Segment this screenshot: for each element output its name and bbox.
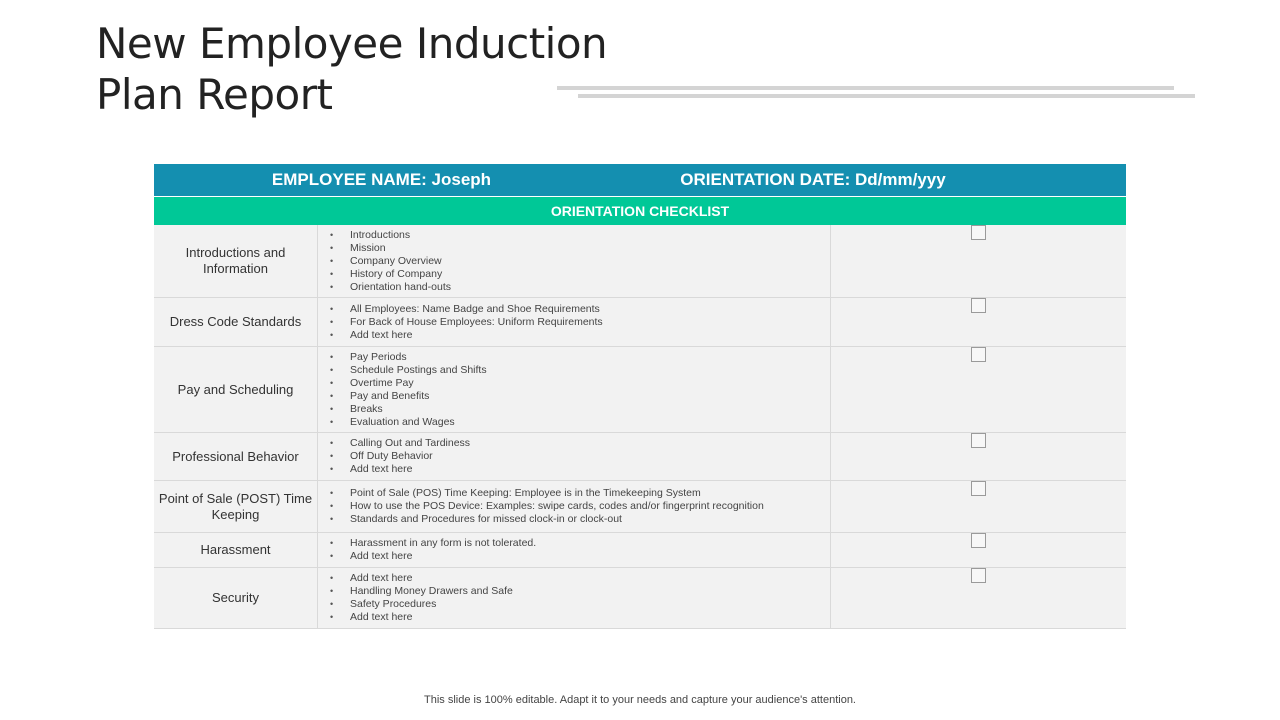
completion-checkbox[interactable] — [971, 533, 986, 548]
checkbox-cell — [831, 481, 1126, 532]
list-item: • Overtime Pay — [330, 377, 487, 390]
category-label: Introductions and Information — [154, 225, 318, 297]
category-label: Harassment — [154, 533, 318, 567]
bullet-list — [330, 229, 451, 294]
list-item: • Add text here — [330, 572, 513, 585]
table-row — [154, 433, 1126, 481]
checkbox-cell — [831, 225, 1126, 297]
footer-note: This slide is 100% editable. Adapt it to your needs and capture your audience's attention. — [424, 694, 856, 706]
checklist-items — [318, 298, 831, 346]
checkbox-cell — [831, 347, 1126, 432]
checklist-items — [318, 568, 831, 628]
induction-plan-table — [154, 164, 1126, 629]
checklist-items — [318, 433, 831, 480]
list-item: • Pay Periods — [330, 351, 487, 364]
checkbox-cell — [831, 433, 1126, 480]
completion-checkbox[interactable] — [971, 225, 986, 240]
checkbox-cell — [831, 533, 1126, 567]
category-label: Professional Behavior — [154, 433, 318, 480]
list-item: • For Back of House Employees: Uniform Requirements — [330, 316, 603, 329]
bullet-list — [330, 572, 513, 624]
table-row — [154, 533, 1126, 568]
list-item: • Add text here — [330, 611, 513, 624]
list-item: • Point of Sale (POS) Time Keeping: Employee is in the Timekeeping System — [330, 487, 764, 500]
category-label: Pay and Scheduling — [154, 347, 318, 432]
list-item: • Calling Out and Tardiness — [330, 437, 470, 450]
category-label: Security — [154, 568, 318, 628]
bullet-list — [330, 303, 603, 342]
list-item: • Safety Procedures — [330, 598, 513, 611]
list-item: • History of Company — [330, 268, 451, 281]
list-item: • How to use the POS Device: Examples: swipe cards, codes and/or fingerprint recognition — [330, 500, 764, 513]
table-row — [154, 481, 1126, 533]
checklist-items — [318, 481, 831, 532]
completion-checkbox[interactable] — [971, 568, 986, 583]
table-row — [154, 298, 1126, 347]
category-label: Dress Code Standards — [154, 298, 318, 346]
list-item: • Handling Money Drawers and Safe — [330, 585, 513, 598]
title-line-1: New Employee Induction — [96, 19, 608, 68]
list-item: • Off Duty Behavior — [330, 450, 470, 463]
checkbox-cell — [831, 298, 1126, 346]
checklist-items — [318, 225, 831, 297]
employee-name-label: EMPLOYEE NAME: Joseph — [271, 170, 492, 189]
bullet-list — [330, 537, 536, 563]
completion-checkbox[interactable] — [971, 347, 986, 362]
decorative-line-bottom — [578, 94, 1195, 98]
list-item: • Add text here — [330, 550, 536, 563]
completion-checkbox[interactable] — [971, 298, 986, 313]
table-row — [154, 225, 1126, 298]
bullet-list — [330, 351, 487, 429]
completion-checkbox[interactable] — [971, 433, 986, 448]
list-item: • Add text here — [330, 329, 603, 342]
checklist-rows — [154, 225, 1126, 629]
list-item: • Orientation hand-outs — [330, 281, 451, 294]
list-item: • Harassment in any form is not tolerated. — [330, 537, 536, 550]
table-row — [154, 568, 1126, 629]
list-item: • Company Overview — [330, 255, 451, 268]
table-row — [154, 347, 1126, 433]
list-item: • Pay and Benefits — [330, 390, 487, 403]
list-item: • Standards and Procedures for missed clock-in or clock-out — [330, 513, 764, 526]
list-item: • Introductions — [330, 229, 451, 242]
checkbox-cell — [831, 568, 1126, 628]
list-item: • Add text here — [330, 463, 470, 476]
list-item: • All Employees: Name Badge and Shoe Requirements — [330, 303, 603, 316]
checklist-items — [318, 347, 831, 432]
bullet-list — [330, 487, 764, 526]
category-label: Point of Sale (POST) Time Keeping — [154, 481, 318, 532]
title-line-2: Plan Report — [96, 70, 333, 119]
list-item: • Breaks — [330, 403, 487, 416]
orientation-date-label: ORIENTATION DATE: Dd/mm/yyy — [680, 170, 946, 189]
completion-checkbox[interactable] — [971, 481, 986, 496]
decorative-line-top — [557, 86, 1174, 90]
checklist-title: ORIENTATION CHECKLIST — [154, 196, 1126, 225]
page-title — [96, 18, 607, 120]
list-item: • Schedule Postings and Shifts — [330, 364, 487, 377]
list-item: • Evaluation and Wages — [330, 416, 487, 429]
bullet-list — [330, 437, 470, 476]
checklist-items — [318, 533, 831, 567]
table-header — [154, 164, 1126, 196]
list-item: • Mission — [330, 242, 451, 255]
